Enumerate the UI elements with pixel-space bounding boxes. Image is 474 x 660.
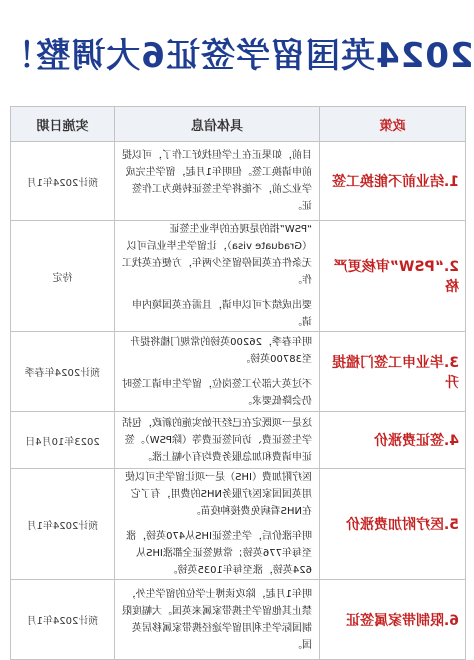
row-policy: 2.“PSW”审核更严格 — [320, 221, 466, 332]
row-info: 目前，如果正在上学但找好工作了，可以提前申请换工签。但明年1月起，留学生完成学业之前，不能将学生签证转换为工作签证。 — [115, 142, 320, 221]
table-row — [11, 580, 466, 660]
header-policy: 政策 — [320, 107, 466, 142]
row-policy: 1.结业前不能换工签 — [320, 142, 466, 221]
header-date: 实施日期 — [11, 107, 115, 142]
table-row — [11, 412, 466, 469]
table-row — [11, 332, 466, 412]
table-row — [11, 142, 466, 221]
row-info: 医疗附加费（IHS）是一项让留学生可以使用英国国家医疗服务NHS的费用，有了它在NHS看病免费接种疫苗。 明年涨价后，学生签证IHS从470英镑，涨至每年776英镑；常规签证全都涨IHS从624英镑，涨至每年1035英镑。 — [115, 469, 320, 580]
row-date: 预计2024年1月 — [11, 142, 115, 221]
table-row — [11, 469, 466, 580]
row-info: 明年1月起，除攻读博士学位的留学生外，禁止其他留学生携带家属来英国。大幅度限制国际学生利用留学途径携带家属移居英国。 — [115, 580, 320, 660]
table-row — [11, 221, 466, 332]
row-date: 2023年10月4日 — [11, 412, 115, 469]
header-info: 具体信息 — [115, 107, 320, 142]
row-date: 预计2024年1月 — [11, 580, 115, 660]
page-title: 2024英国留学签证6大调整！ — [0, 35, 474, 76]
row-info: “PSW”指的是现在的毕业生签证（Graduate visa），让留学生毕业后可以无条件在英国停留至少两年，方便在英找工作。 要出成绩才可以申请，且需在英国境内申请。 — [115, 221, 320, 332]
row-info: 这是一项既定在已经开始实施的新政，包括学生签证费、访问签证费等（除PSW）。签证申请费和加急服务费均有小幅上涨。 — [115, 412, 320, 469]
policy-table — [10, 106, 466, 660]
row-policy: 6.限制带家属签证 — [320, 580, 466, 660]
row-date: 待定 — [11, 221, 115, 332]
row-policy: 5.医疗附加费涨价 — [320, 469, 466, 580]
table-header-row — [11, 107, 466, 142]
row-info: 明年春季，26200英镑的常规门槛将提升至38700英镑。 不过英大部分工签岗位，留学生申请工签时仍会降低要求。 — [115, 332, 320, 412]
row-date: 预计2024年1月 — [11, 469, 115, 580]
row-policy: 3.毕业申工签门槛提升 — [320, 332, 466, 412]
row-policy: 4.签证费涨价 — [320, 412, 466, 469]
row-date: 预计2024年春季 — [11, 332, 115, 412]
